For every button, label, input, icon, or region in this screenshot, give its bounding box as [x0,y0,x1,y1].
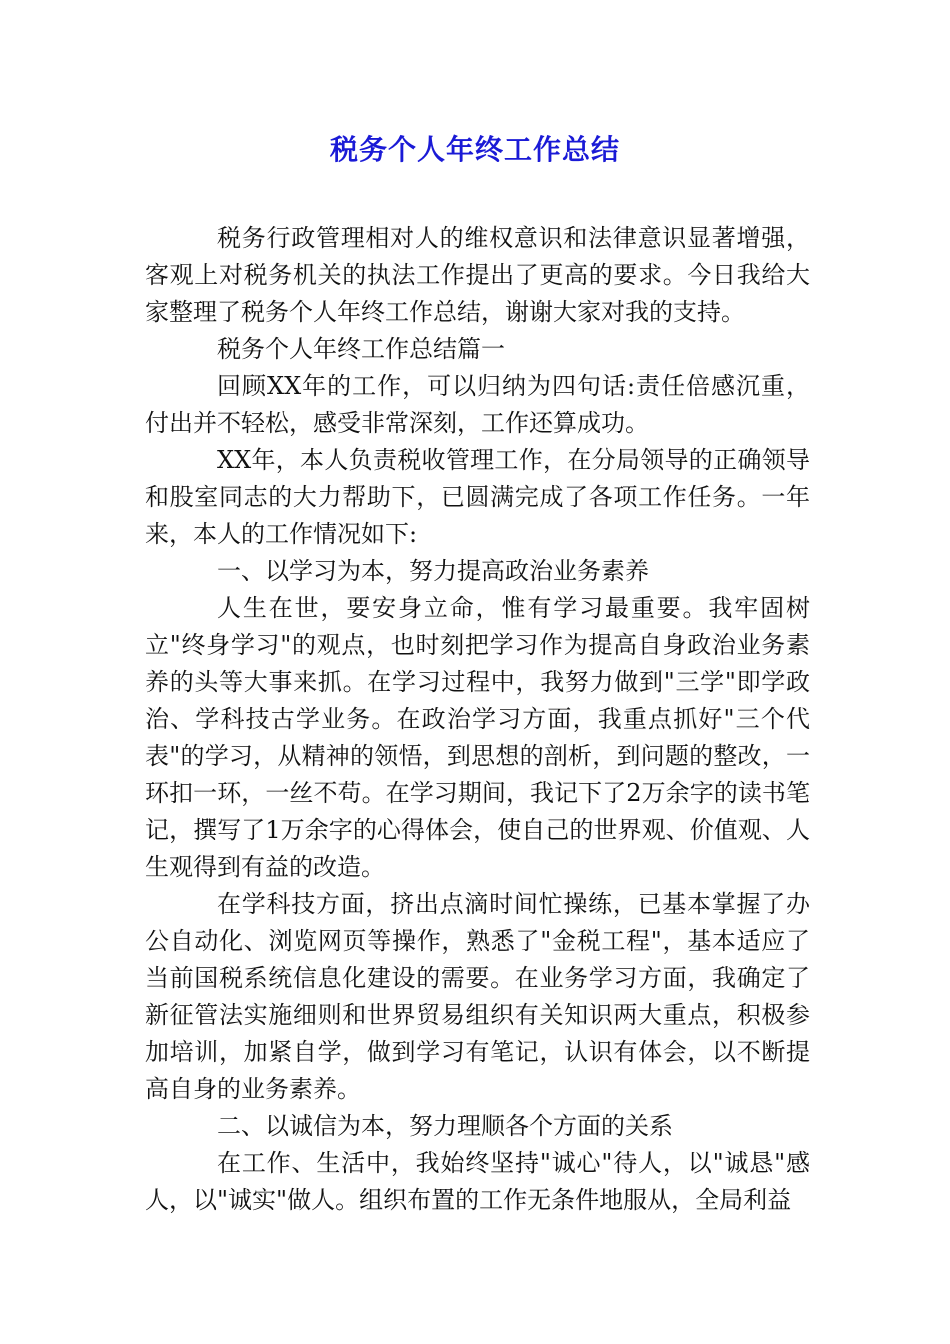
document-title: 税务个人年终工作总结 [329,133,620,166]
study-paragraph: 人生在世，要安身立命，惟有学习最重要。我牢固树立"终身学习"的观点，也时刻把学习作为提高自身政治业务素养的头等大事来抓。在学习过程中，我努力做到"三学"即学政治、学科技古学业务。在政治学习方面，我重点抓好"三个代表"的学习，从精神的领悟，到思想的剖析，到问题的整改，一环扣一环，一丝不苟。在学习期间，我记下了2万余字的读书笔记，撰写了1万余字的心得体会，使自己的世界观、价值观、人生观得到有益的改造。 [145,594,810,881]
review-paragraph: 回顾XX年的工作，可以归纳为四句话:责任倍感沉重，付出并不轻松，感受非常深刻，工作还算成功。 [145,372,810,437]
overview-paragraph: XX年，本人负责税收管理工作，在分局领导的正确领导和股室同志的大力帮助下，已圆满完成了各项工作任务。一年来，本人的工作情况如下: [145,446,810,548]
section-heading-part-one: 税务个人年终工作总结篇一 [217,335,505,363]
intro-paragraph: 税务行政管理相对人的维权意识和法律意识显著增强，客观上对税务机关的执法工作提出了更高的要求。今日我给大家整理了税务个人年终工作总结，谢谢大家对我的支持。 [145,224,810,326]
technology-paragraph: 在学科技方面，挤出点滴时间忙操练，已基本掌握了办公自动化、浏览网页等操作，熟悉了"金税工程"，基本适应了当前国税系统信息化建设的需要。在业务学习方面，我确定了新征管法实施细则和世界贸易组织有关知识两大重点，积极参加培训，加紧自学，做到学习有笔记，认识有体会，以不断提高自身的业务素养。 [145,890,810,1103]
integrity-paragraph: 在工作、生活中，我始终坚持"诚心"待人，以"诚恳"感人，以"诚实"做人。组织布置的工作无条件地服从，全局利益 [145,1149,810,1214]
document-body [145,220,810,1219]
heading-study: 一、以学习为本，努力提高政治业务素养 [217,557,649,585]
heading-integrity: 二、以诚信为本，努力理顺各个方面的关系 [217,1112,673,1140]
